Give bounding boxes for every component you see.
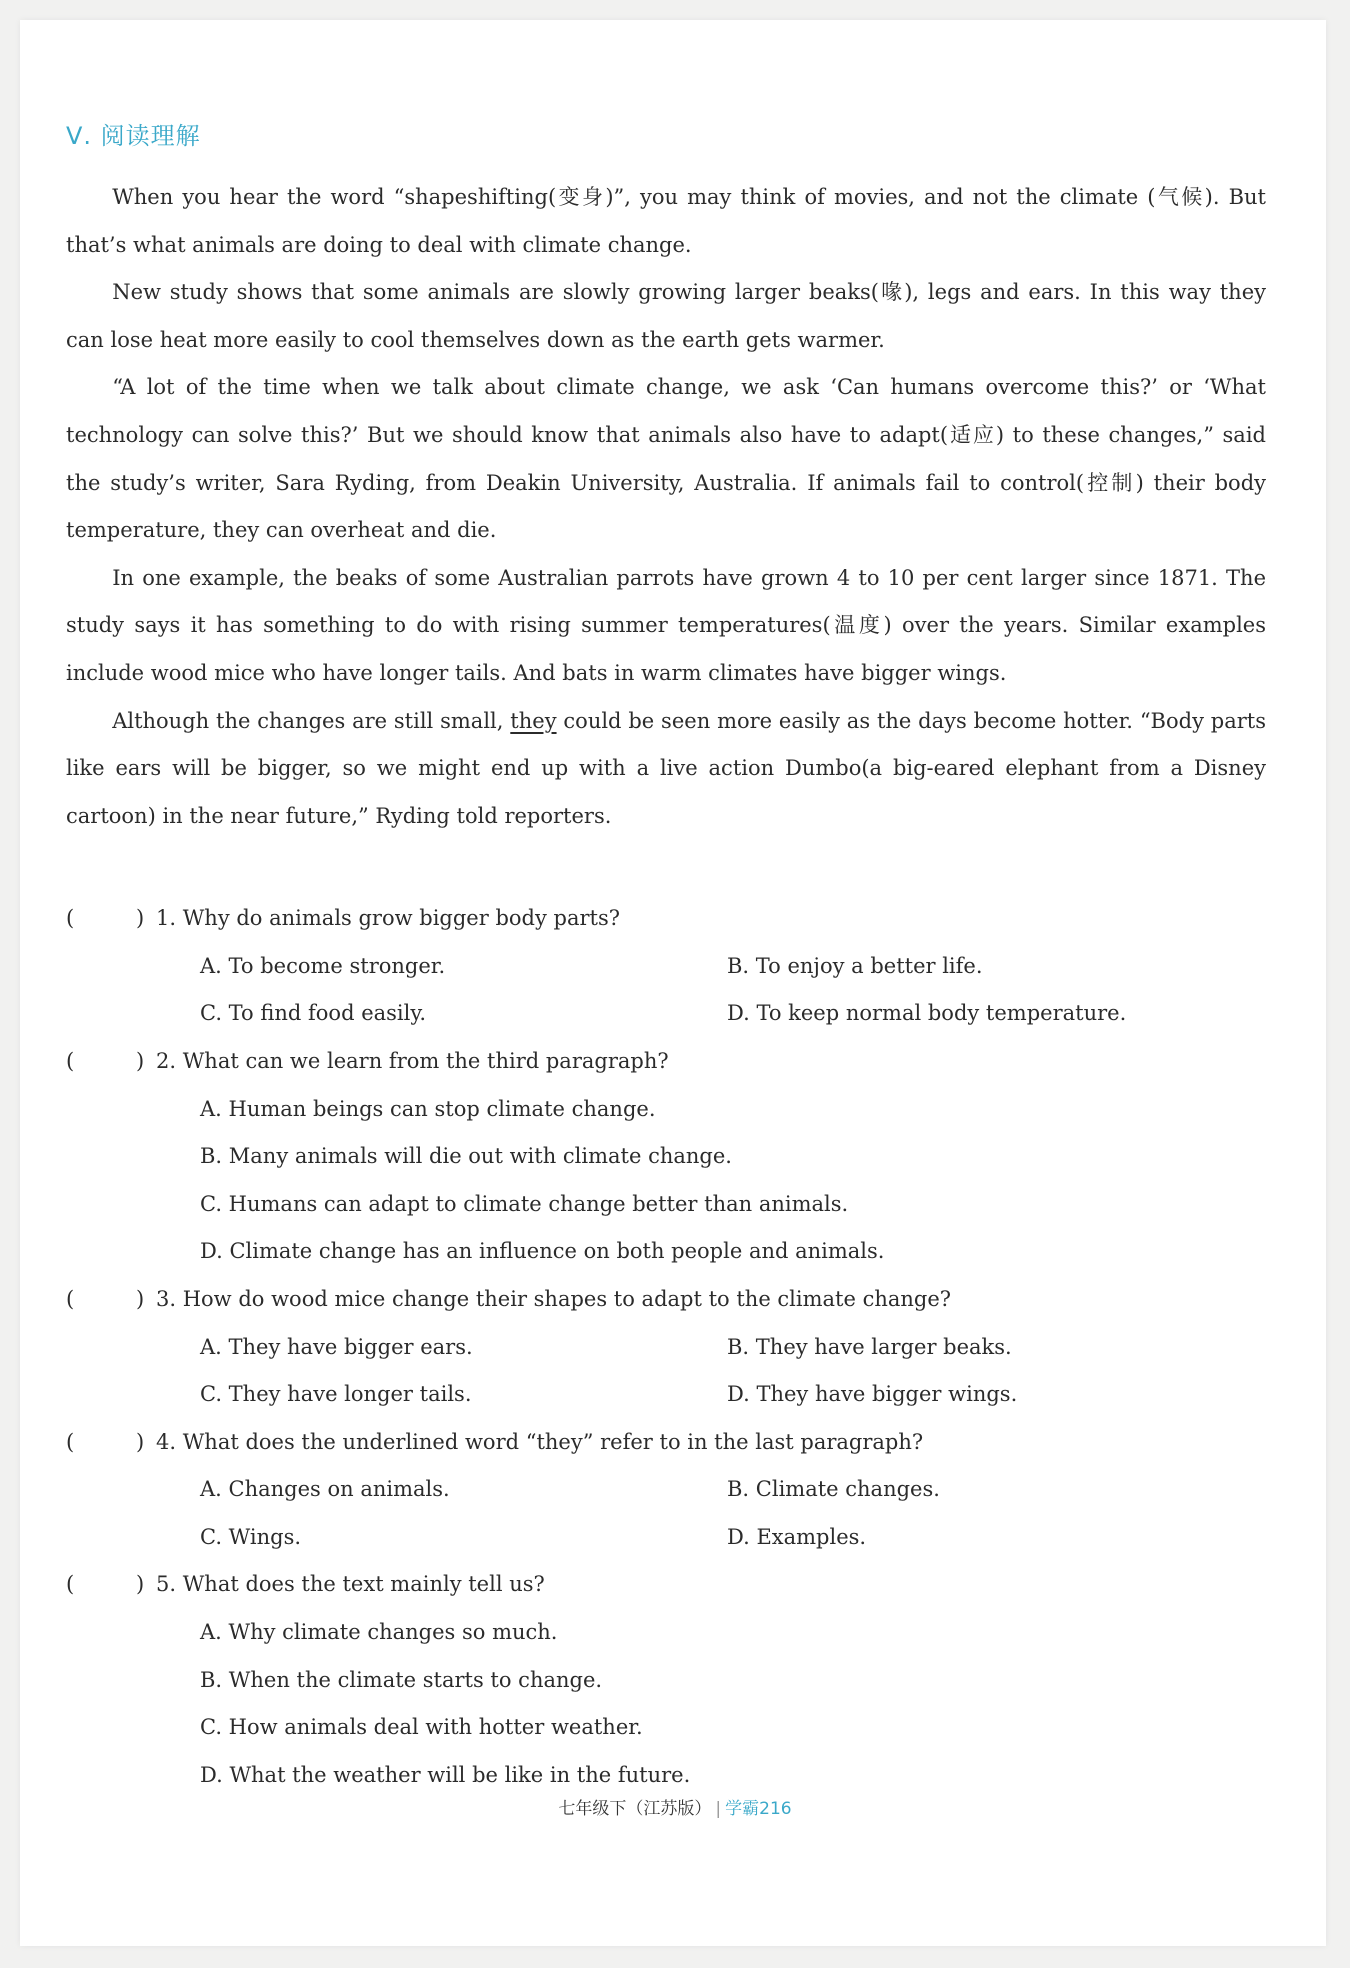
q2-option-a: A. Human beings can stop climate change.	[200, 1097, 656, 1121]
footer-separator: |	[715, 1799, 722, 1819]
question-text: 4. What does the underlined word “they” refer to in the last paragraph?	[156, 1430, 924, 1454]
question-text: 5. What does the text mainly tell us?	[156, 1572, 545, 1596]
q1-option-c: C. To find food easily.	[200, 1001, 427, 1025]
answer-blank-close: )	[136, 1572, 145, 1596]
q4-option-b: B. Climate changes.	[727, 1477, 940, 1501]
q3-option-a: A. They have bigger ears.	[200, 1335, 473, 1359]
footer-grade: 七年级下（江苏版）	[558, 1799, 712, 1819]
answer-blank-open[interactable]: (	[66, 1430, 75, 1454]
paragraph-1: When you hear the word “shapeshifting(变身)”, you may think of movies, and not the climate (气候). But that’s what animals are doing to deal with climate change.	[66, 185, 1266, 257]
q5-option-b: B. When the climate starts to change.	[200, 1668, 603, 1692]
answer-blank-open[interactable]: (	[66, 1572, 75, 1596]
answer-blank-close: )	[136, 1049, 145, 1073]
answer-blank-open[interactable]: (	[66, 1287, 75, 1311]
q2-option-d: D. Climate change has an influence on both people and animals.	[200, 1239, 885, 1263]
section-title: Ⅴ. 阅读理解	[66, 122, 201, 150]
q2-option-c: C. Humans can adapt to climate change better than animals.	[200, 1192, 849, 1216]
answer-blank-open[interactable]: (	[66, 1049, 75, 1073]
question-3	[66, 1279, 1266, 1319]
q4-option-a: A. Changes on animals.	[200, 1477, 450, 1501]
q3-option-c: C. They have longer tails.	[200, 1382, 472, 1406]
question-4	[66, 1422, 1266, 1462]
question-1	[66, 898, 1266, 938]
q4-option-d: D. Examples.	[727, 1525, 867, 1549]
answer-blank-close: )	[136, 1287, 145, 1311]
q2-option-b: B. Many animals will die out with climate change.	[200, 1144, 732, 1168]
q5-option-a: A. Why climate changes so much.	[200, 1620, 558, 1644]
q4-option-c: C. Wings.	[200, 1525, 302, 1549]
page-footer	[0, 1794, 1350, 1819]
paragraph-3: “A lot of the time when we talk about climate change, we ask ‘Can humans overcome this?’ or ‘What technology can solve this?’ But we should know that animals also have to adapt(适应) to these changes,” said the study’s writer, Sara Ryding, from Deakin University, Australia. If animals fail to control(控制) their body temperature, they can overheat and die.	[66, 375, 1266, 543]
answer-blank-close: )	[136, 906, 145, 930]
question-text: 3. How do wood mice change their shapes to adapt to the climate change?	[156, 1287, 952, 1311]
q3-option-b: B. They have larger beaks.	[727, 1335, 1012, 1359]
paragraph-4: In one example, the beaks of some Australian parrots have grown 4 to 10 per cent larger since 1871. The study says it has something to do with rising summer temperatures(温度) over the years. Similar examples include wood mice who have longer tails. And bats in warm climates have bigger wings.	[66, 565, 1266, 685]
question-text: 1. Why do animals grow bigger body parts?	[156, 906, 620, 930]
answer-blank-open[interactable]: (	[66, 906, 75, 930]
question-5	[66, 1564, 1266, 1604]
q5-option-c: C. How animals deal with hotter weather.	[200, 1715, 643, 1739]
q1-option-a: A. To become stronger.	[200, 954, 446, 978]
q1-option-b: B. To enjoy a better life.	[727, 954, 983, 978]
question-text: 2. What can we learn from the third paragraph?	[156, 1049, 669, 1073]
paragraph-2: New study shows that some animals are slowly growing larger beaks(喙), legs and ears. In this way they can lose heat more easily to cool themselves down as the earth gets warmer.	[66, 280, 1266, 352]
q3-option-d: D. They have bigger wings.	[727, 1382, 1018, 1406]
question-2	[66, 1041, 1266, 1081]
q5-option-d: D. What the weather will be like in the future.	[200, 1763, 691, 1787]
footer-brand-page-number: 学霸216	[725, 1799, 792, 1819]
q1-option-d: D. To keep normal body temperature.	[727, 1001, 1127, 1025]
paragraph-5-start: Although the changes are still small,	[112, 708, 511, 733]
underlined-word: they	[510, 708, 557, 733]
answer-blank-close: )	[136, 1430, 145, 1454]
reading-passage	[66, 174, 1266, 840]
paragraph-5-end: could be seen more easily as the days become hotter. “Body parts like ears will be bigger, so we might end up with a live action Dumbo(a big-eared elephant from a Disney cartoon) in the near future,” Ryding told reporters.	[66, 708, 1267, 828]
paragraph-5	[66, 698, 1266, 841]
